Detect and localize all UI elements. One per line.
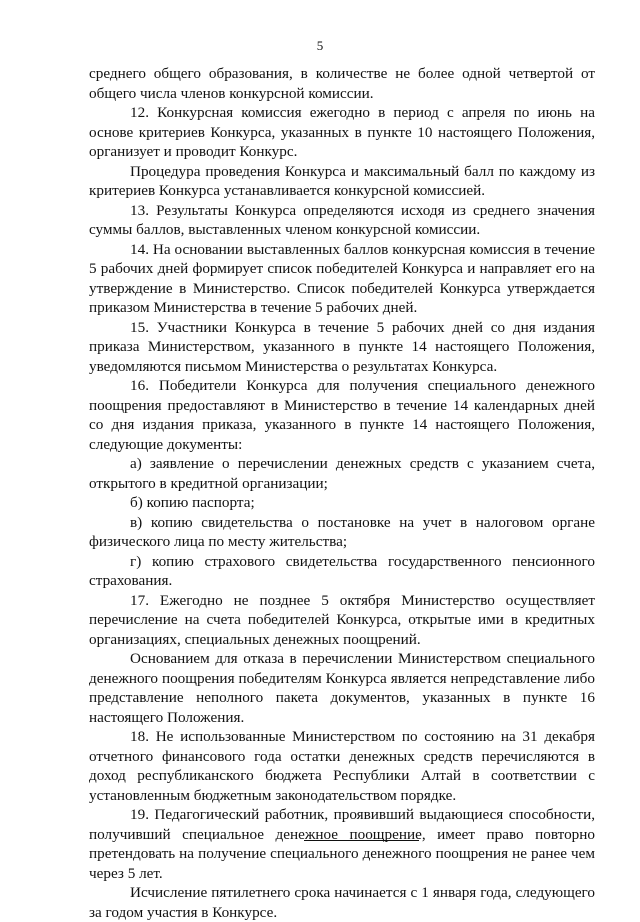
paragraph-refusal-grounds: Основанием для отказа в перечислении Министерством специального денежного поощрения победителям Конкурса является непредставление либо представление неполного пакета документов, указанных в пункте 16 настоящего Положения.: [89, 650, 595, 726]
paragraph-item-19: 19. Педагогический работник, проявивший выдающиеся способности, получивший специальное денежное поощрение, имеет право повторно претендовать на получение специального денежного поощрения не ранее чем через 5 лет.: [89, 806, 595, 882]
paragraph-procedure: Процедура проведения Конкурса и максимальный балл по каждому из критериев Конкурса устанавливается конкурсной комиссией.: [89, 162, 595, 199]
paragraph-item-18: 18. Не использованные Министерством по состоянию на 31 декабря отчетного финансового года остатки денежных средств перечисляются в доход республиканского бюджета Республики Алтай в соответствии с установленным бюджетным законодательством порядке.: [89, 728, 595, 804]
paragraph-item-14: 14. На основании выставленных баллов конкурсная комиссия в течение 5 рабочих дней формирует список победителей Конкурса и направляет его на утверждение в Министерство. Список победителей Конкурса утверждается приказом Министерства в течение 5 рабочих дней.: [89, 240, 595, 316]
paragraph-five-year-term: Исчисление пятилетнего срока начинается с 1 января года, следующего за годом участия в Конкурсе.: [89, 884, 595, 921]
paragraph-item-15: 15. Участники Конкурса в течение 5 рабочих дней со дня издания приказа Министерством, указанного в пункте 14 настоящего Положения, уведомляются письмом Министерства о результатах Конкурса.: [89, 318, 595, 375]
list-item-b: б) копию паспорта;: [130, 494, 255, 511]
paragraph-item-13: 13. Результаты Конкурса определяются исходя из среднего значения суммы баллов, выставленных членом конкурсной комиссии.: [89, 201, 595, 238]
document-body: [89, 64, 595, 922]
page-number: 5: [316, 38, 324, 53]
paragraph-item-12: 12. Конкурсная комиссия ежегодно в период с апреля по июнь на основе критериев Конкурса, указанных в пункте 10 настоящего Положения, организует и проводит Конкурс.: [89, 104, 595, 160]
list-item-a: а) заявление о перечислении денежных средств с указанием счета, открытого в кредитной организации;: [89, 455, 595, 492]
paragraph-item-16: 16. Победители Конкурса для получения специального денежного поощрения предоставляют в Министерство в течение 14 календарных дней со дня издания приказа, указанного в пункте 14 настоящего Положения, следующие документы:: [89, 377, 595, 453]
list-item-v: в) копию свидетельства о постановке на учет в налоговом органе физического лица по месту жительства;: [89, 513, 595, 550]
paragraph-item-17: 17. Ежегодно не позднее 5 октября Министерство осуществляет перечисление на счета победителей Конкурса, открытые ими в кредитных организациях, специальных денежных поощрений.: [89, 591, 595, 648]
list-item-g: г) копию страхового свидетельства государственного пенсионного страхования.: [89, 552, 595, 589]
paragraph-continuation: среднего общего образования, в количестве не более одной четвертой от общего числа членов конкурсной комиссии.: [89, 65, 595, 102]
end-of-document-line: [304, 840, 419, 841]
